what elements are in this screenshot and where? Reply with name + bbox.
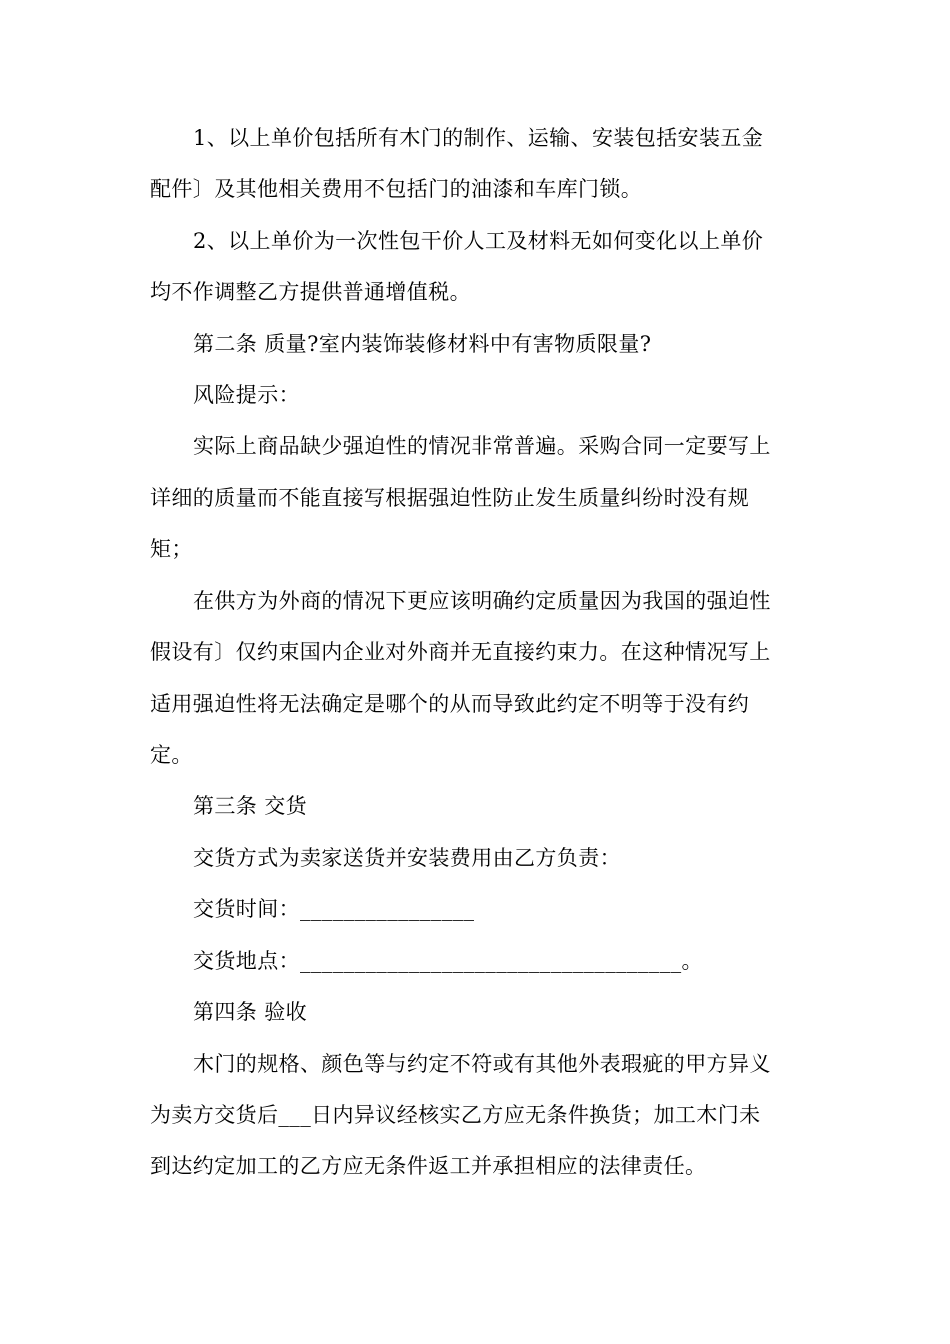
risk-paragraph-2-line-3: 适用强迫性将无法确定是哪个的从而导致此约定不明等于没有约 [150,692,750,716]
acceptance-paragraph-line-1: 木门的规格、颜色等与约定不符或有其他外表瑕疵的甲方异义 [193,1052,771,1076]
risk-paragraph-2-line-1: 在供方为外商的情况下更应该明确约定质量因为我国的强迫性 [193,589,771,613]
delivery-method: 交货方式为卖家送货并安装费用由乙方负责： [193,846,621,870]
risk-paragraph-1-line-3: 矩； [150,537,193,561]
risk-paragraph-1-line-1: 实际上商品缺少强迫性的情况非常普遍。采购合同一定要写上 [193,434,771,458]
risk-paragraph-1-line-2: 详细的质量而不能直接写根据强迫性防止发生质量纠纷时没有规 [150,486,750,510]
acceptance-paragraph-line-2: 为卖方交货后___日内异议经核实乙方应无条件换货；加工木门未 [150,1103,761,1127]
article-4-heading: 第四条 验收 [193,1000,308,1024]
risk-paragraph-2-line-4: 定。 [150,743,193,767]
risk-warning-heading: 风险提示： [193,383,300,407]
clause-1-line-2: 配件〕及其他相关费用不包括门的油漆和车库门锁。 [150,177,643,201]
clause-2-line-1: 2、以上单价为一次性包干价人工及材料无如何变化以上单价 [193,229,764,253]
article-2-heading: 第二条 质量?室内装饰装修材料中有害物质限量? [193,332,652,356]
article-3-heading: 第三条 交货 [193,794,308,818]
clause-1-line-1: 1、以上单价包括所有木门的制作、运输、安装包括安装五金 [193,126,764,150]
delivery-time-field: 交货时间：________________ [193,897,475,921]
clause-2-line-2: 均不作调整乙方提供普通增值税。 [150,280,471,304]
risk-paragraph-2-line-2: 假设有〕仅约束国内企业对外商并无直接约束力。在这种情况写上 [150,640,771,664]
acceptance-paragraph-line-3: 到达约定加工的乙方应无条件返工并承担相应的法律责任。 [150,1154,707,1178]
delivery-location-field: 交货地点：___________________________________。 [193,949,703,973]
